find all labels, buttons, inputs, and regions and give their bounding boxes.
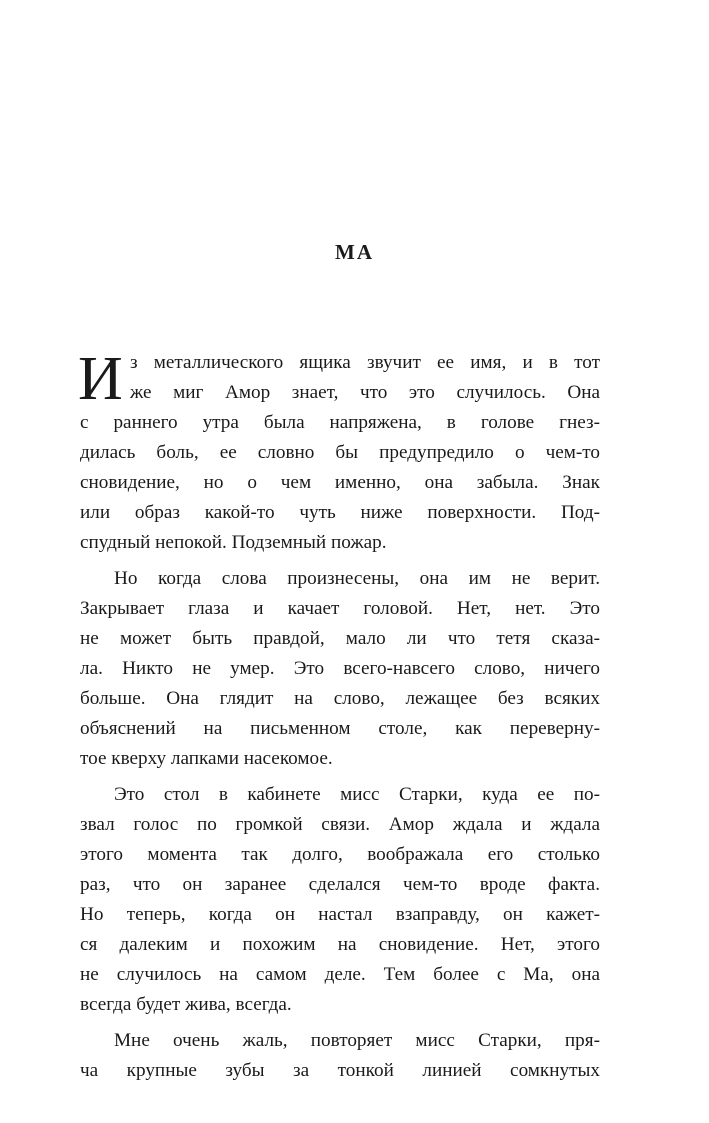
drop-cap: И — [78, 345, 123, 413]
paragraph — [78, 345, 600, 558]
text-line: Это стол в кабинете мисс Старки, куда ее по- — [114, 784, 600, 805]
text-line: тое кверху лапками насекомое. — [80, 748, 333, 769]
paragraph — [80, 564, 600, 774]
text-line: объяснений на письменном столе, как переверну- — [80, 718, 600, 739]
text-line: спудный непокой. Подземный пожар. — [80, 532, 387, 553]
text-line: Но когда слова произнесены, она им не верит. — [114, 568, 600, 589]
text-line: всегда будет жива, всегда. — [80, 994, 292, 1015]
paragraph — [80, 1026, 600, 1086]
text-line: Закрывает глаза и качает головой. Нет, нет. Это — [80, 598, 600, 619]
text-line: ся далеким и похожим на сновидение. Нет, этого — [80, 934, 600, 955]
text-line: дилась боль, ее словно бы предупредило о чем-то — [80, 442, 600, 463]
text-line: этого момента так долго, воображала его столько — [80, 844, 600, 865]
text-line: больше. Она глядит на слово, лежащее без всяких — [80, 688, 600, 709]
text-line: не может быть правдой, мало ли что тетя сказа- — [80, 628, 600, 649]
text-line: раз, что он заранее сделался чем-то вроде факта. — [80, 874, 600, 895]
paragraph — [80, 780, 600, 1020]
body-text — [78, 345, 600, 1086]
chapter-title: МА — [335, 240, 374, 264]
text-line: же миг Амор знает, что это случилось. Она — [130, 382, 600, 403]
text-line: ла. Никто не умер. Это всего-навсего слово, ничего — [80, 658, 600, 679]
text-line: ча крупные зубы за тонкой линией сомкнутых — [80, 1060, 600, 1081]
text-line: сновидение, но о чем именно, она забыла. Знак — [80, 472, 600, 493]
text-line: или образ какой-то чуть ниже поверхности. Под- — [80, 502, 600, 523]
text-line: не случилось на самом деле. Тем более с Ма, она — [80, 964, 600, 985]
text-line: з металлического ящика звучит ее имя, и в тот — [130, 352, 600, 373]
text-line: звал голос по громкой связи. Амор ждала и ждала — [80, 814, 600, 835]
text-line: с раннего утра была напряжена, в голове гнез- — [80, 412, 600, 433]
text-line: Но теперь, когда он настал взаправду, он кажет- — [80, 904, 600, 925]
text-line: Мне очень жаль, повторяет мисс Старки, пря- — [114, 1030, 600, 1051]
